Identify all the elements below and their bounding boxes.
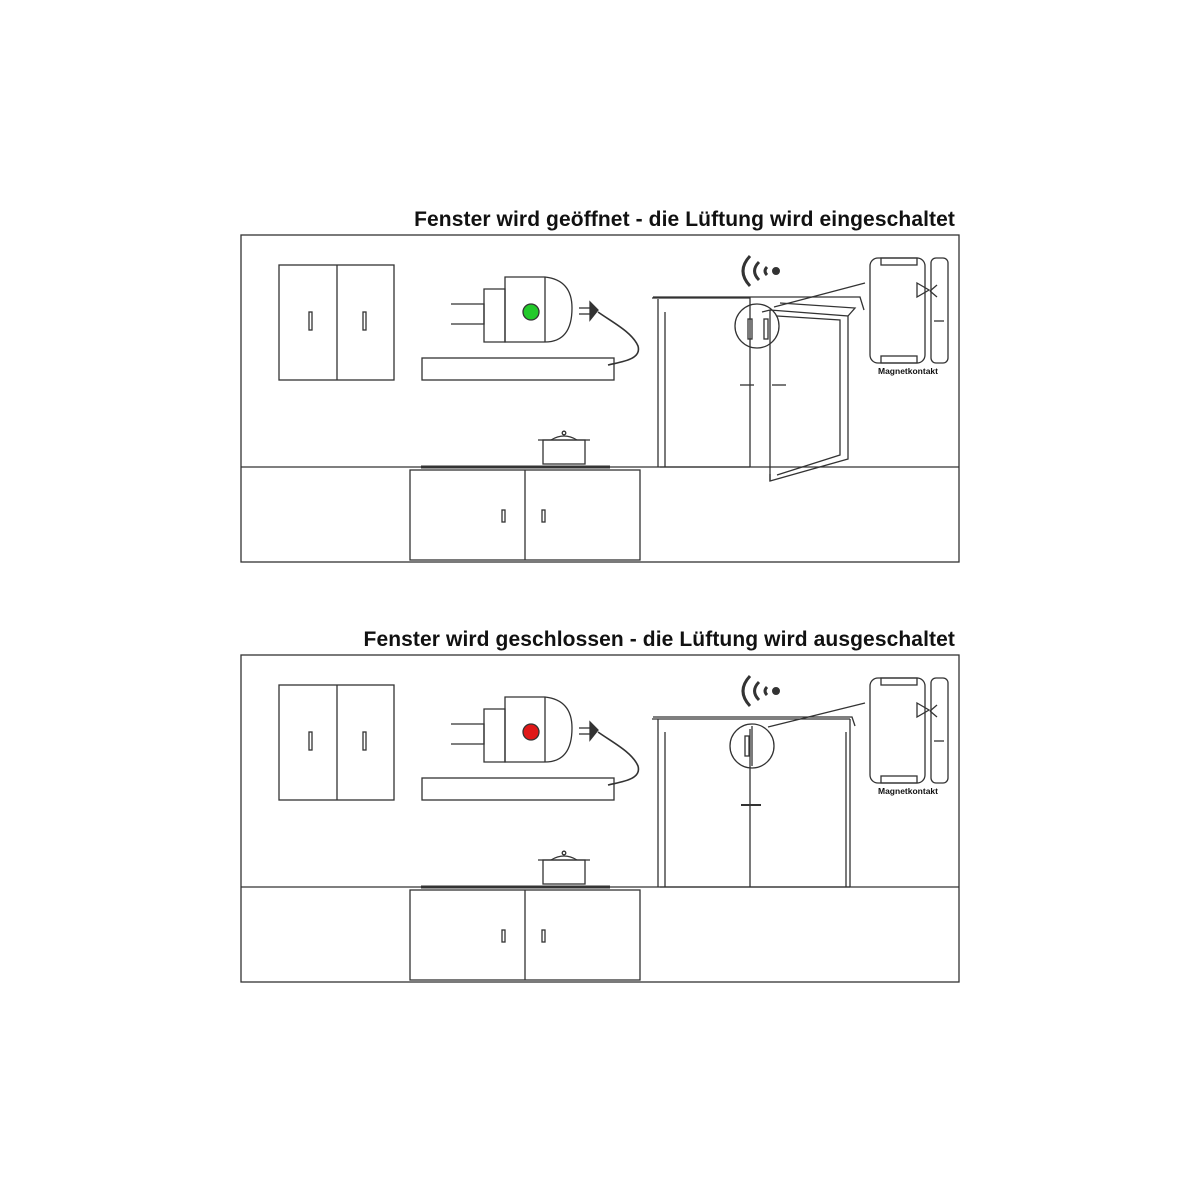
magnet-contact-icon: [870, 258, 948, 363]
smart-plug-icon: [451, 277, 638, 365]
sensor-label: Magnetkontakt: [878, 786, 938, 796]
base-cabinet: [410, 890, 640, 980]
cooking-pot-icon: [538, 851, 590, 884]
kitchen-scene-window-open: [240, 234, 960, 564]
cooking-pot-icon: [538, 431, 590, 464]
window-frame: [652, 297, 864, 467]
shelf: [422, 778, 614, 800]
sensor-label: Magnetkontakt: [878, 366, 938, 376]
wall-cabinet: [279, 685, 394, 800]
window-closed: [652, 717, 855, 887]
room-frame: [241, 235, 959, 562]
kitchen-illustration: [240, 234, 960, 564]
smart-plug-icon: [451, 697, 638, 785]
wifi-signal-icon: [743, 256, 779, 286]
wifi-signal-icon: [743, 676, 779, 706]
room-frame: [241, 655, 959, 982]
panel-title-window-opened: Fenster wird geöffnet - die Lüftung wird eingeschaltet: [414, 208, 955, 231]
magnet-contact-icon: [870, 678, 948, 783]
panel-title-window-closed: Fenster wird geschlossen - die Lüftung wird ausgeschaltet: [363, 628, 955, 651]
window-sash-open: [762, 303, 855, 481]
led-indicator-off: [523, 724, 539, 740]
wall-cabinet: [279, 265, 394, 380]
led-indicator-on: [523, 304, 539, 320]
shelf: [422, 358, 614, 380]
base-cabinet: [410, 470, 640, 560]
sensor-on-window: [735, 304, 779, 348]
kitchen-illustration: [240, 654, 960, 984]
kitchen-scene-window-closed: [240, 654, 960, 984]
sensor-on-window: [730, 724, 774, 768]
